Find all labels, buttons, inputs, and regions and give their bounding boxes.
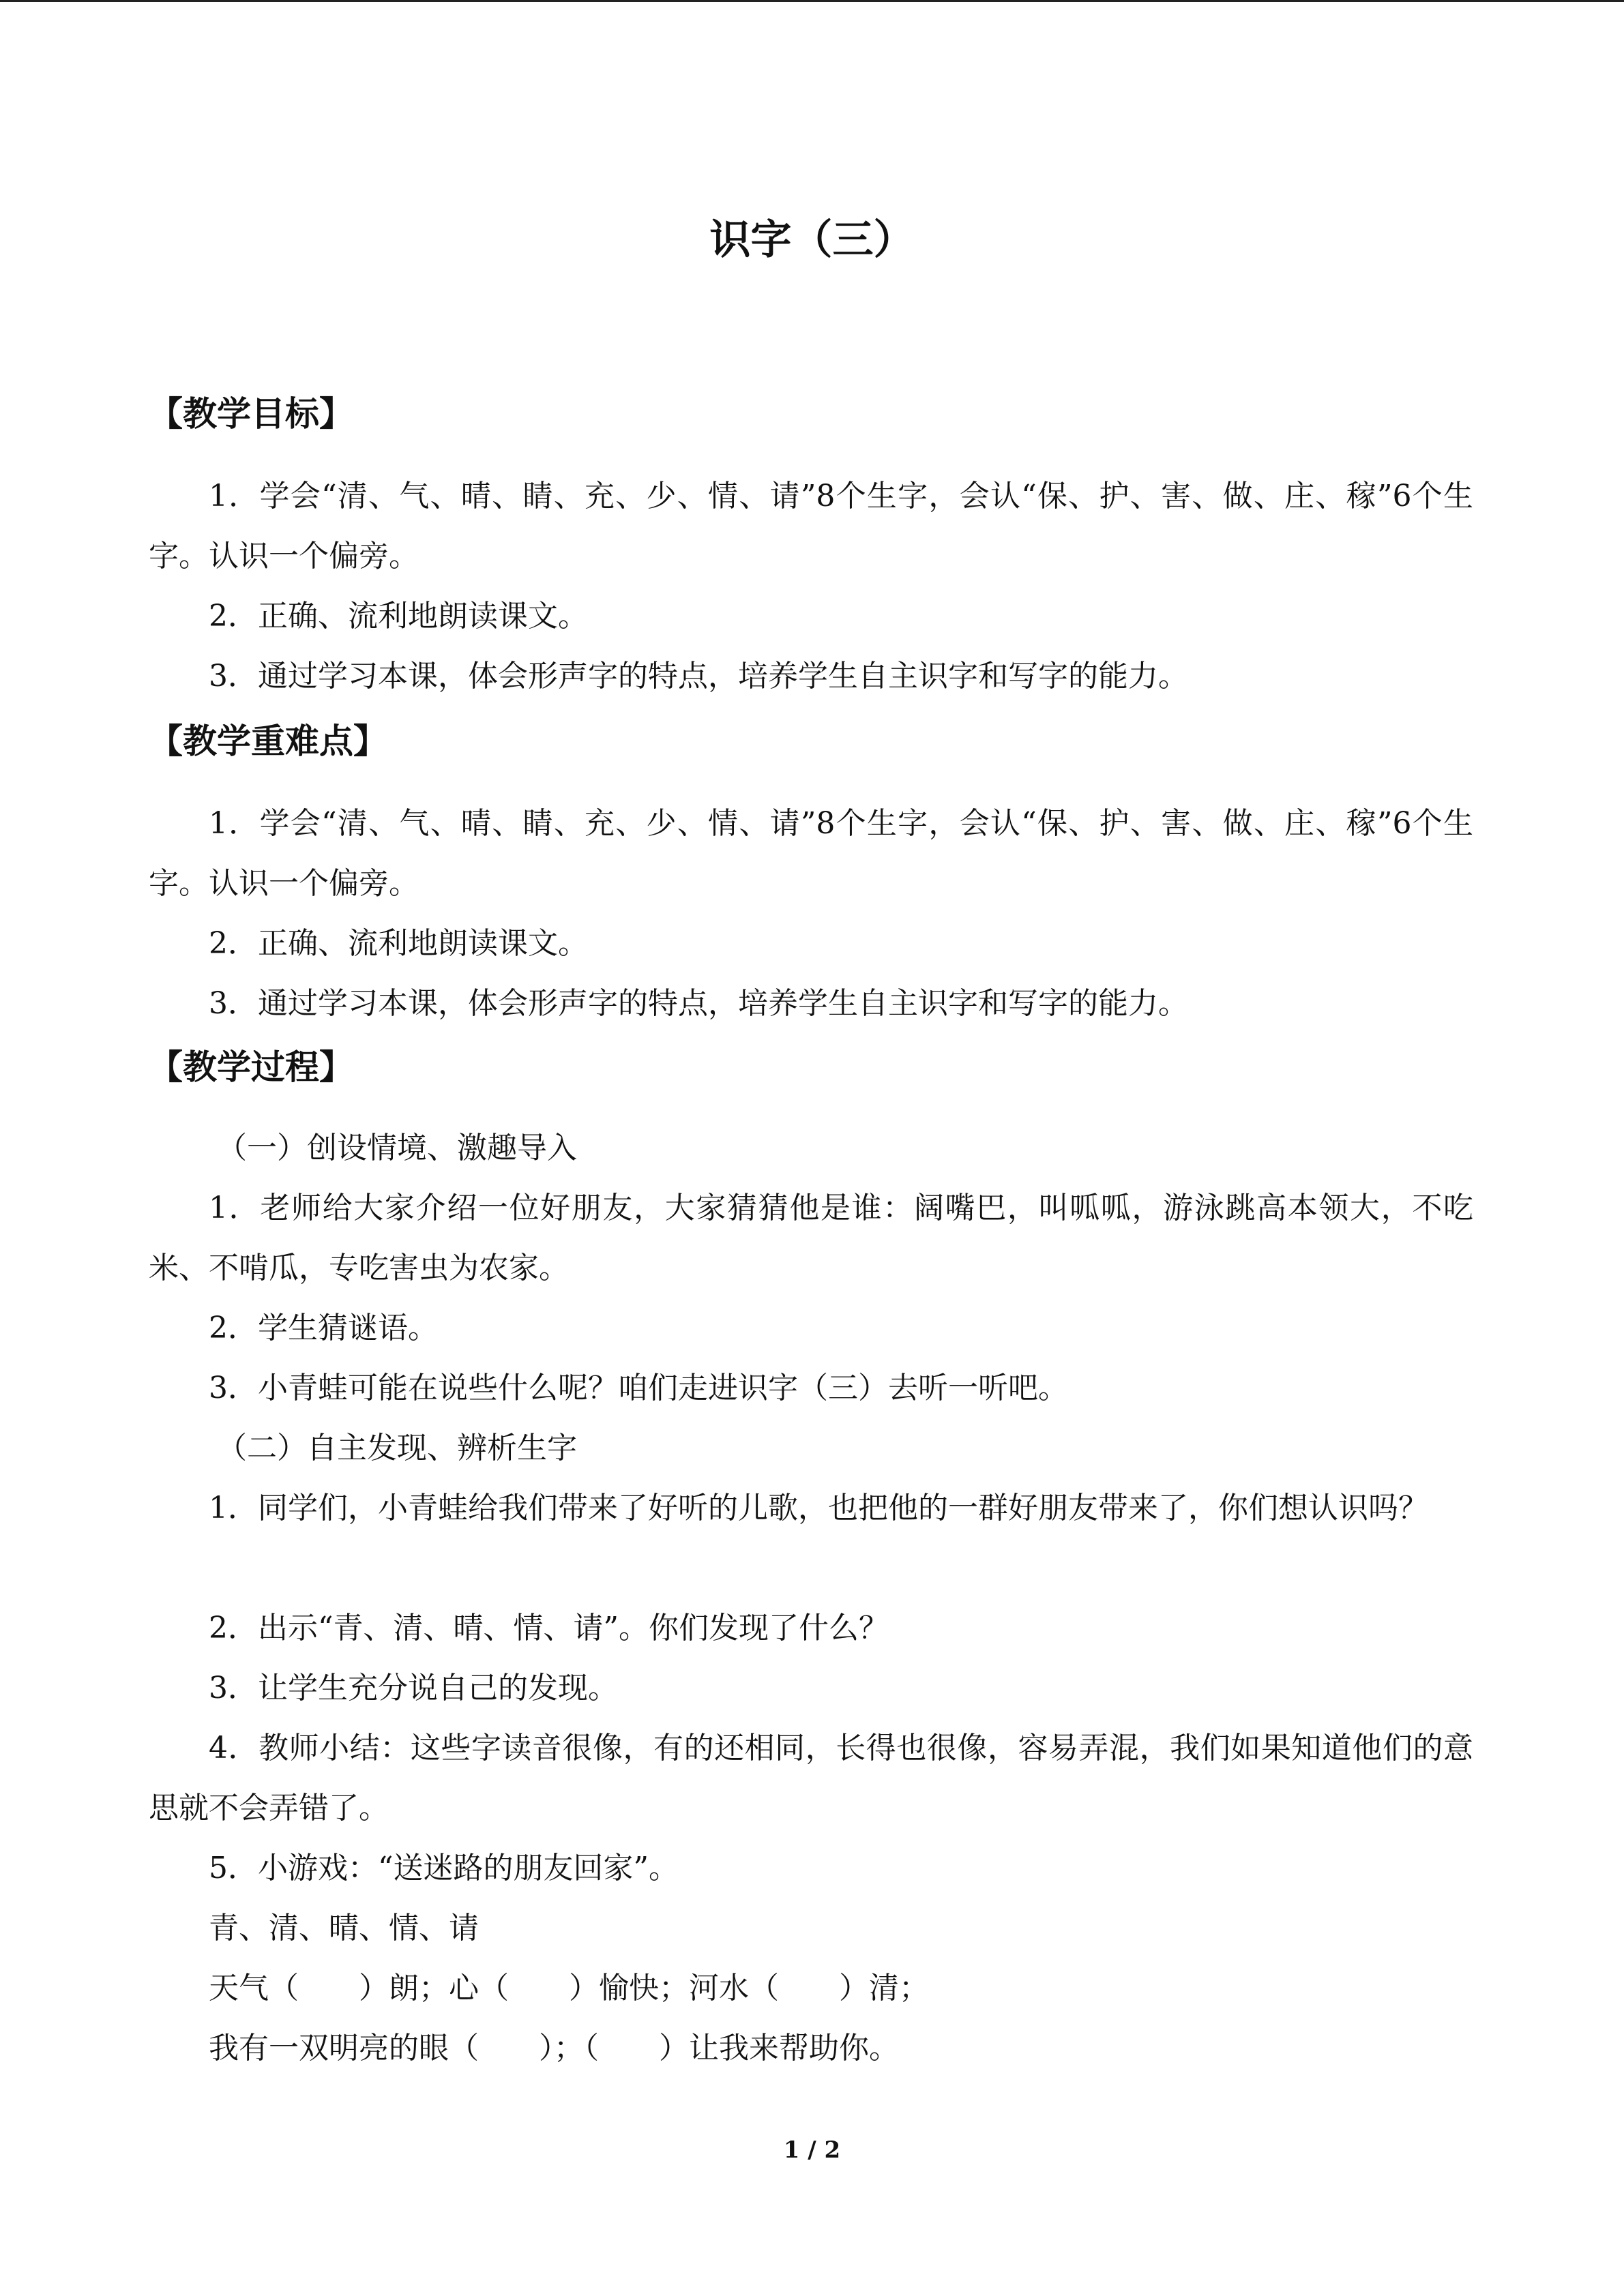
objective-item-2: 2．正确、流利地朗读课文。 [209, 599, 588, 633]
process-2-item-5: 5．小游戏：“送迷路的朋友回家”。 [209, 1851, 679, 1885]
key-point-item-2: 2．正确、流利地朗读课文。 [209, 926, 588, 961]
key-point-item-1: 1．学会“清、气、晴、睛、充、少、情、请”8个生字，会认“保、护、害、做、庄、稼”6个生字。认识一个偏旁。 [149, 806, 1473, 901]
key-point-item-3: 3．通过学习本课，体会形声字的特点，培养学生自主识字和写字的能力。 [209, 986, 1188, 1021]
page-number: 1 / 2 [783, 2136, 841, 2164]
process-subheading-2: （二）自主发现、辨析生字 [217, 1431, 577, 1465]
section-heading-key-points: 【教学重难点】 [149, 721, 387, 761]
process-subheading-1: （一）创设情境、激趣导入 [217, 1131, 577, 1165]
section-heading-process: 【教学过程】 [149, 1047, 353, 1087]
exercise-fill-blank-1: 天气（ ）朗；心（ ）愉快；河水（ ）清； [209, 1971, 929, 2006]
exercise-word-list: 青、清、晴、情、请 [209, 1911, 479, 1945]
process-1-item-2: 2．学生猜谜语。 [209, 1311, 438, 1345]
objective-item-3: 3．通过学习本课，体会形声字的特点，培养学生自主识字和写字的能力。 [209, 659, 1188, 694]
objective-item-1: 1．学会“清、气、晴、睛、充、少、情、请”8个生字，会认“保、护、害、做、庄、稼”6个生字。认识一个偏旁。 [149, 479, 1473, 573]
process-2-item-3: 3．让学生充分说自己的发现。 [209, 1671, 618, 1705]
exercise-fill-blank-2: 我有一双明亮的眼（ ）；（ ）让我来帮助你。 [209, 2031, 899, 2066]
process-1-item-3: 3．小青蛙可能在说些什么呢？咱们走进识字（三）去听一听吧。 [209, 1371, 1068, 1405]
process-1-item-1: 1．老师给大家介绍一位好朋友，大家猜猜他是谁：阔嘴巴，叫呱呱，游泳跳高本领大，不吃米、不啃瓜，专吃害虫为农家。 [149, 1191, 1473, 1285]
process-2-item-2: 2．出示“青、清、晴、情、请”。你们发现了什么？ [209, 1611, 889, 1645]
document-title: 识字（三） [709, 216, 915, 264]
section-heading-objectives: 【教学目标】 [149, 393, 353, 434]
process-2-item-1: 1．同学们，小青蛙给我们带来了好听的儿歌，也把他的一群好朋友带来了，你们想认识吗？ [209, 1491, 1428, 1525]
process-2-item-4: 4．教师小结：这些字读音很像，有的还相同，长得也很像，容易弄混，我们如果知道他们的意思就不会弄错了。 [149, 1731, 1473, 1825]
